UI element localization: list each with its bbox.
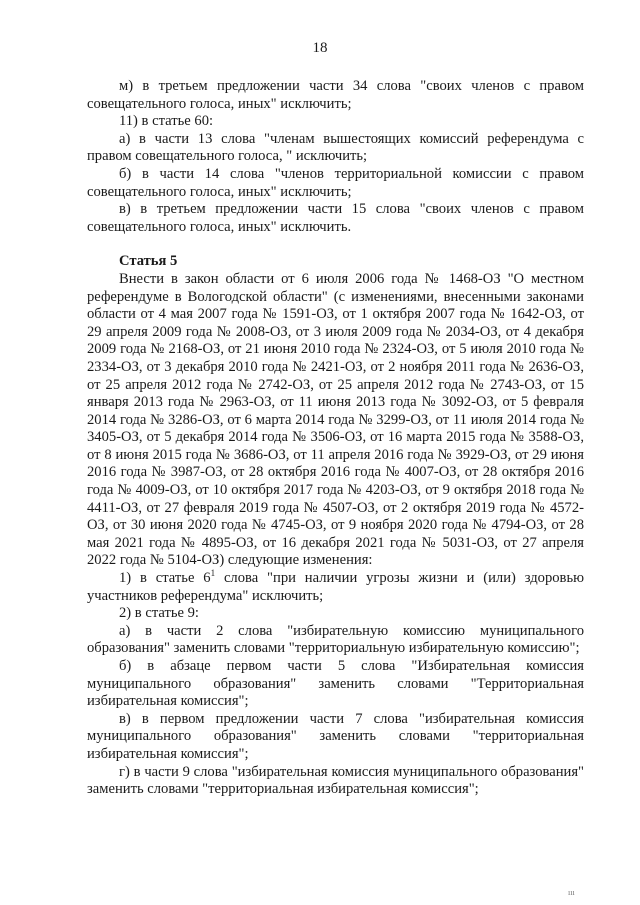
item-11-a: а) в части 13 слова "членам вышестоящих комиссий референдума с правом совещательного голоса, " исключить;: [87, 130, 584, 165]
item-2-a: а) в части 2 слова "избирательную комиссию муниципального образования" заменить словами "территориальную избирательную комиссию";: [87, 622, 584, 657]
item-2-b: б) в абзаце первом части 5 слова "Избирательная комиссия муниципального образования" заменить словами "Территориальная избирательная комиссия";: [87, 658, 584, 710]
item-m: м) в третьем предложении части 34 слова "своих членов с правом совещательного голоса, иных" исключить;: [87, 78, 584, 112]
item-1-post: слова "при наличии угрозы жизни и (или) здоровью участников референдума" исключить;: [87, 570, 585, 604]
item-2-v: в) в первом предложении части 7 слова "избирательная комиссия муниципального образования" заменить словами "территориальная избирательная комиссия";: [87, 710, 584, 762]
article-intro: Внести в закон области от 6 июля 2006 года № 1468-ОЗ "О местном референдуме в Вологодской области" (с изменениями, внесенными законами области от 4 мая 2007 года № 1591-ОЗ, от 1 октября 2007 года № 1642-ОЗ, от 29 апреля 2009 года № 2008-ОЗ, от 3 июля 2009 года № 2034-ОЗ, от 4 декабря 2009 года № 2168-ОЗ, от 21 июня 2010 года № 2324-ОЗ, от 5 июля 2010 года № 2334-ОЗ, от 3 декабря 2010 года № 2421-ОЗ, от 2 ноября 2011 года № 2636-ОЗ, от 25 апреля 2012 года № 2742-ОЗ, от 25 апреля 2012 года № 2743-ОЗ, от 15 января 2013 года № 2963-ОЗ, от 11 июня 2013 года № 3092-ОЗ, от 5 февраля 2014 года № 3286-ОЗ, от 6 марта 2014 года № 3299-ОЗ, от 11 июля 2014 года № 3405-ОЗ, от 5 декабря 2014 года № 3506-ОЗ, от 16 марта 2015 года № 3588-ОЗ, от 8 июня 2015 года № 3686-ОЗ, от 11 апреля 2016 года № 3929-ОЗ, от 29 июня 2016 года № 3987-ОЗ, от 28 октября 2016 года № 4007-ОЗ, от 28 октября 2016 года № 4009-ОЗ, от 10 октября 2017 года № 4203-ОЗ, от 9 октября 2018 года № 4411-ОЗ, от 27 февраля 2019 года № 4507-ОЗ, от 2 октября 2019 года № 4572-ОЗ, от 30 июня 2020 года № 4745-ОЗ, от 9 ноября 2020 года № 4794-ОЗ, от 28 мая 2021 года № 4895-ОЗ, от 16 декабря 2021 года № 5031-ОЗ, от 27 апреля 2022 года № 5104-ОЗ) следующие изменения:: [87, 270, 584, 569]
item-11-b: б) в части 14 слова "членов территориальной комиссии с правом совещательного голоса, иных" исключить;: [87, 165, 584, 200]
item-1-pre: 1) в статье 6: [119, 570, 211, 587]
item-2-g: г) в части 9 слова "избирательная комиссия муниципального образования" заменить словами "территориальная избирательная комиссия";: [87, 763, 584, 798]
document-body: [87, 78, 584, 799]
item-11: 11) в статье 60:: [119, 113, 214, 130]
item-1: [87, 570, 584, 605]
item-1-superscript: 1: [210, 568, 216, 579]
item-2: 2) в статье 9:: [119, 605, 199, 622]
footer-scan-mark: ııı: [568, 888, 575, 897]
article-title: Статья 5: [119, 253, 178, 270]
page-number: 18: [312, 40, 328, 56]
item-11-v: в) в третьем предложении части 15 слова "своих членов с правом совещательного голоса, иных" исключить.: [87, 201, 584, 235]
